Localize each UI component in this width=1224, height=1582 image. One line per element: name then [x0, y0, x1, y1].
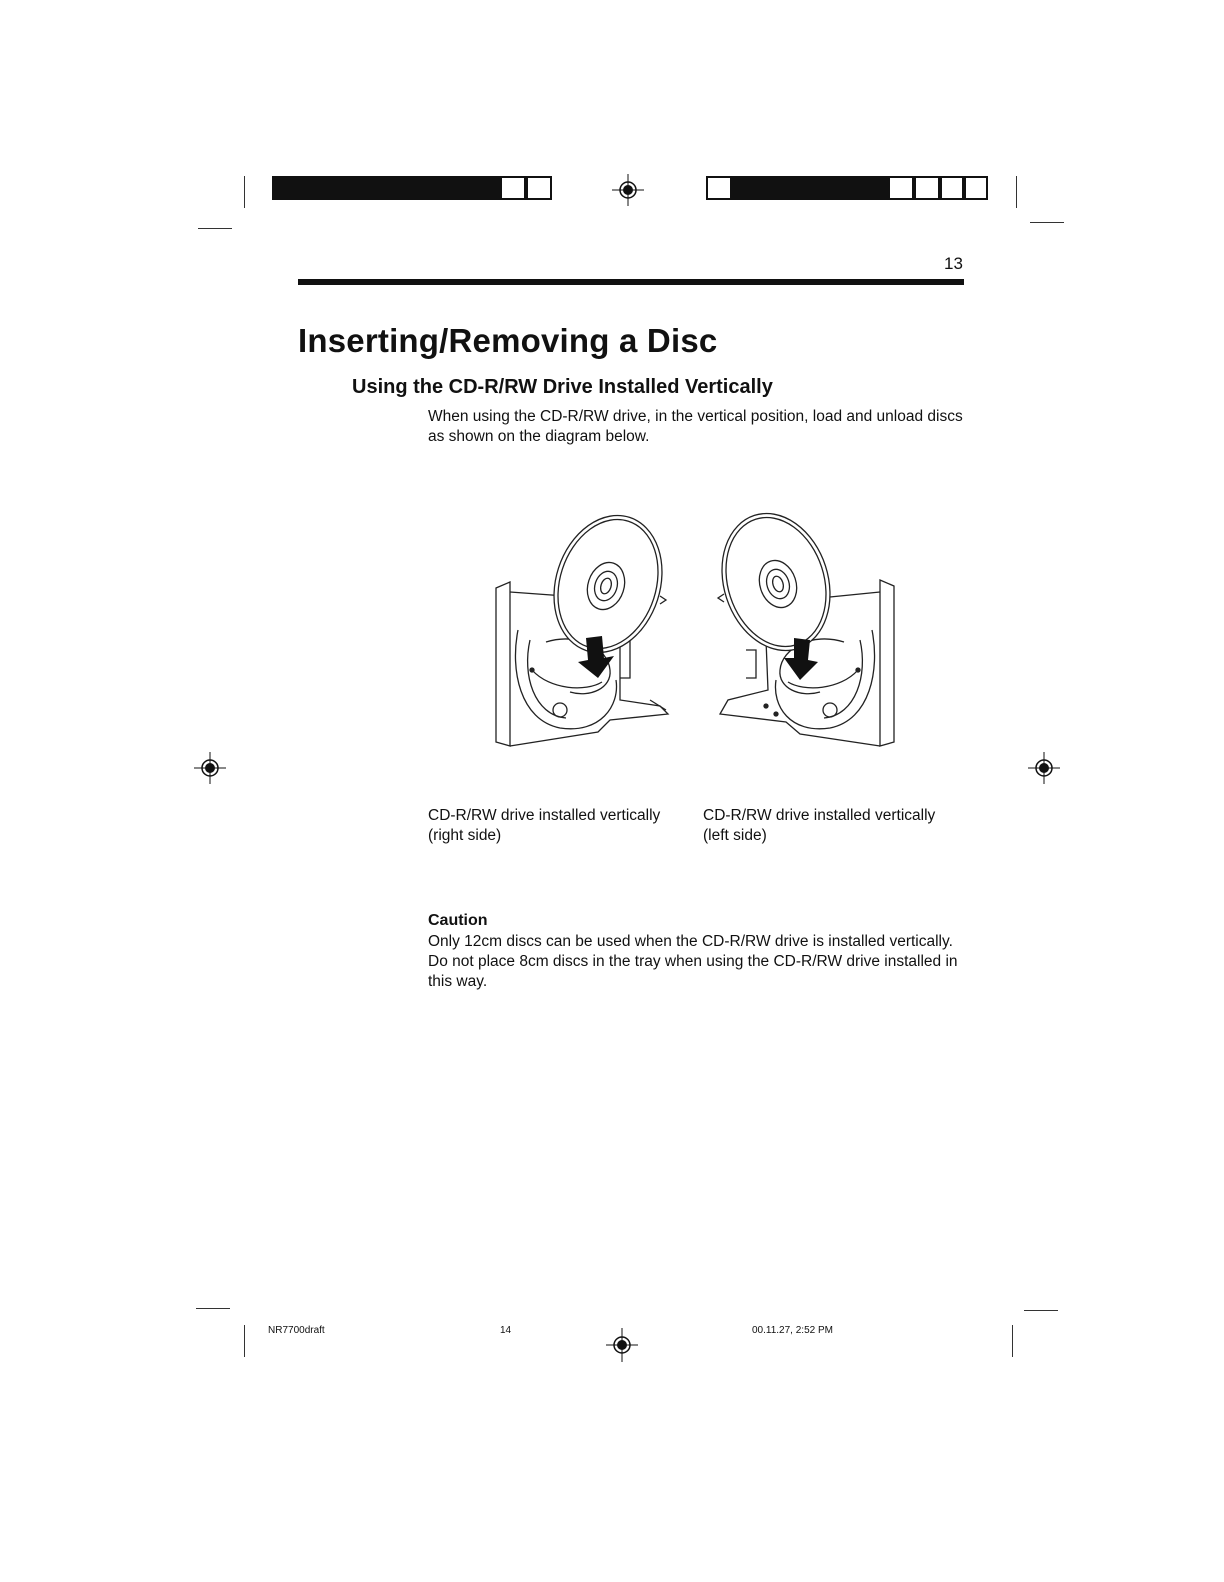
caption-right-side [428, 806, 688, 846]
header-rule [298, 279, 964, 285]
page-title: Inserting/Removing a Disc [298, 322, 718, 359]
caption-line: (right side) [428, 827, 502, 844]
caution-heading: Caution [428, 912, 488, 929]
caption-line: CD-R/RW drive installed vertically [428, 807, 661, 824]
registration-target-icon [612, 174, 644, 206]
disc-insertion-diagram [490, 510, 910, 750]
drive-left-side-illustration [705, 510, 894, 746]
section-heading: Using the CD-R/RW Drive Installed Vertically [352, 376, 773, 398]
footer-filename: NR7700draft [268, 1325, 325, 1336]
drive-right-side-illustration [496, 510, 679, 746]
caution-text: Only 12cm discs can be used when the CD-R/RW drive is installed vertically. Do not place 8cm discs in the tray when using the CD-R/RW drive installed in this way. [428, 933, 958, 990]
registration-target-icon [1028, 752, 1060, 784]
registration-target-icon [194, 752, 226, 784]
footer-page: 14 [500, 1325, 512, 1336]
page-number: 13 [944, 254, 963, 273]
registration-target-icon [606, 1328, 638, 1362]
caption-line: CD-R/RW drive installed vertically [703, 807, 936, 824]
footer-timestamp: 00.11.27, 2:52 PM [752, 1325, 833, 1336]
caption-line: (left side) [703, 827, 767, 844]
intro-paragraph: When using the CD-R/RW drive, in the vertical position, load and unload discs as shown on the diagram below. [428, 408, 963, 445]
caption-left-side [703, 806, 963, 846]
